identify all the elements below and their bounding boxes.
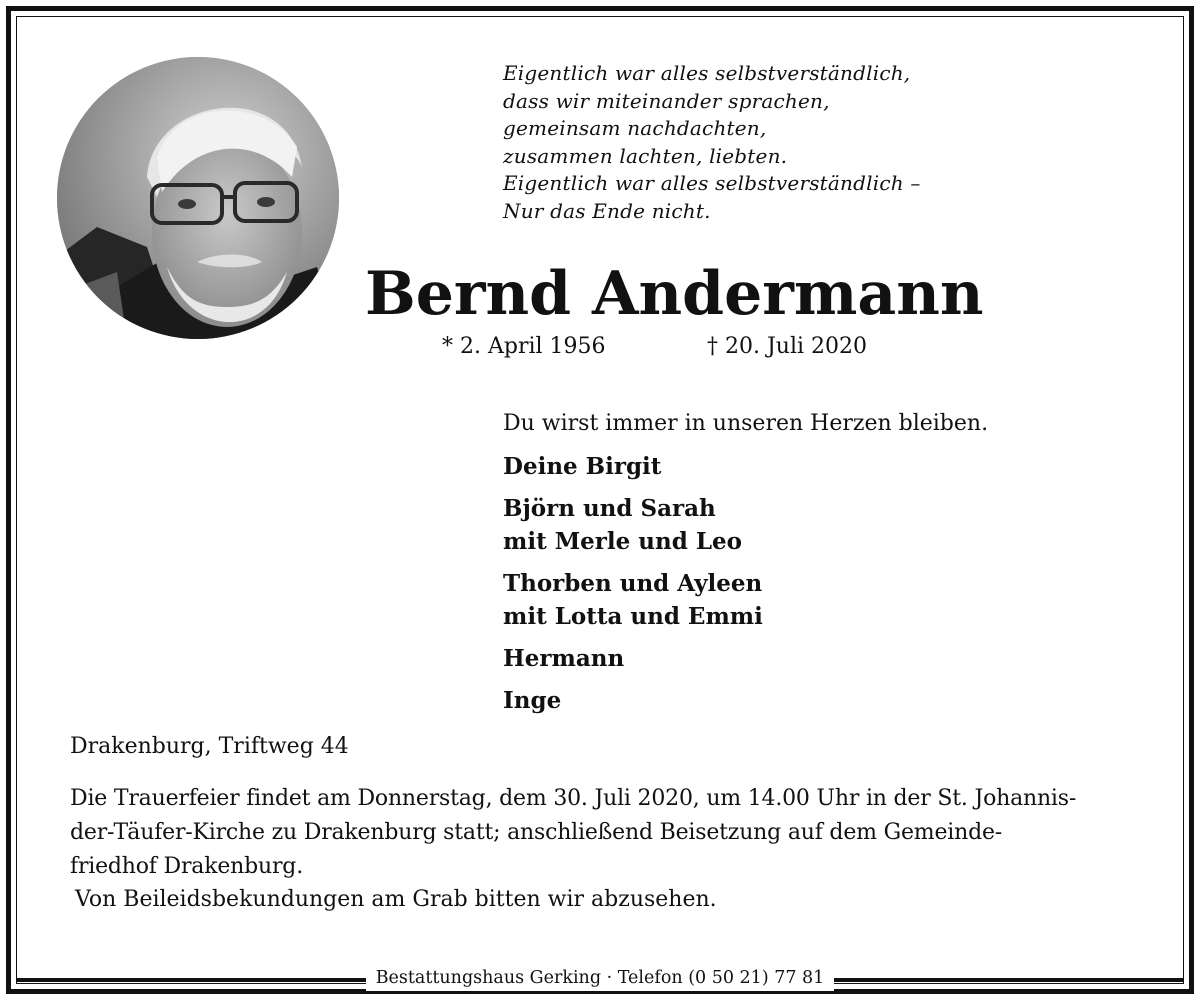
mourner-group (503, 567, 763, 633)
funeral-line: friedhof Drakenburg. (70, 854, 303, 879)
mourner-group (503, 450, 763, 483)
funeral-line: der-Täufer-Kirche zu Drakenburg statt; anschließend Beisetzung auf dem Gemeinde- (70, 820, 1003, 845)
funeral-notice (70, 782, 1140, 884)
mourner-name: Thorben und Ayleen (503, 570, 763, 597)
mourner-name: mit Merle und Leo (503, 528, 742, 555)
portrait-photo (57, 57, 339, 339)
deceased-name: Bernd Andermann (365, 259, 984, 329)
poem-line: Eigentlich war alles selbstverständlich – (503, 171, 921, 195)
address: Drakenburg, Triftweg 44 (70, 734, 349, 759)
tagline: Du wirst immer in unseren Herzen bleiben. (503, 411, 989, 436)
condolences-note: Von Beileidsbekundungen am Grab bitten wir abzusehen. (75, 887, 717, 912)
funeral-line: Die Trauerfeier findet am Donnerstag, dem 30. Juli 2020, um 14.00 Uhr in der St. Johannis- (70, 786, 1077, 811)
mourner-name: Inge (503, 687, 562, 714)
mourner-group (503, 642, 763, 675)
poem-line: Eigentlich war alles selbstverständlich, (503, 61, 911, 85)
mourner-name: Deine Birgit (503, 453, 662, 480)
mourners-list (503, 450, 763, 726)
birth-date: * 2. April 1956 (442, 334, 606, 359)
mourner-group (503, 492, 763, 558)
footer (0, 965, 1200, 991)
mourner-name: Hermann (503, 645, 625, 672)
poem (503, 60, 1063, 225)
funeral-home-contact: Bestattungshaus Gerking · Telefon (0 50 21) 77 81 (366, 965, 835, 991)
poem-line: dass wir miteinander sprachen, (503, 88, 830, 113)
poem-line: zusammen lachten, liebten. (503, 143, 788, 168)
mourner-group (503, 684, 763, 717)
poem-line: Nur das Ende nicht. (503, 198, 711, 223)
mourner-name: Björn und Sarah (503, 495, 716, 522)
death-date: † 20. Juli 2020 (707, 334, 868, 359)
mourner-name: mit Lotta und Emmi (503, 603, 763, 630)
poem-line: gemeinsam nachdachten, (503, 116, 767, 140)
